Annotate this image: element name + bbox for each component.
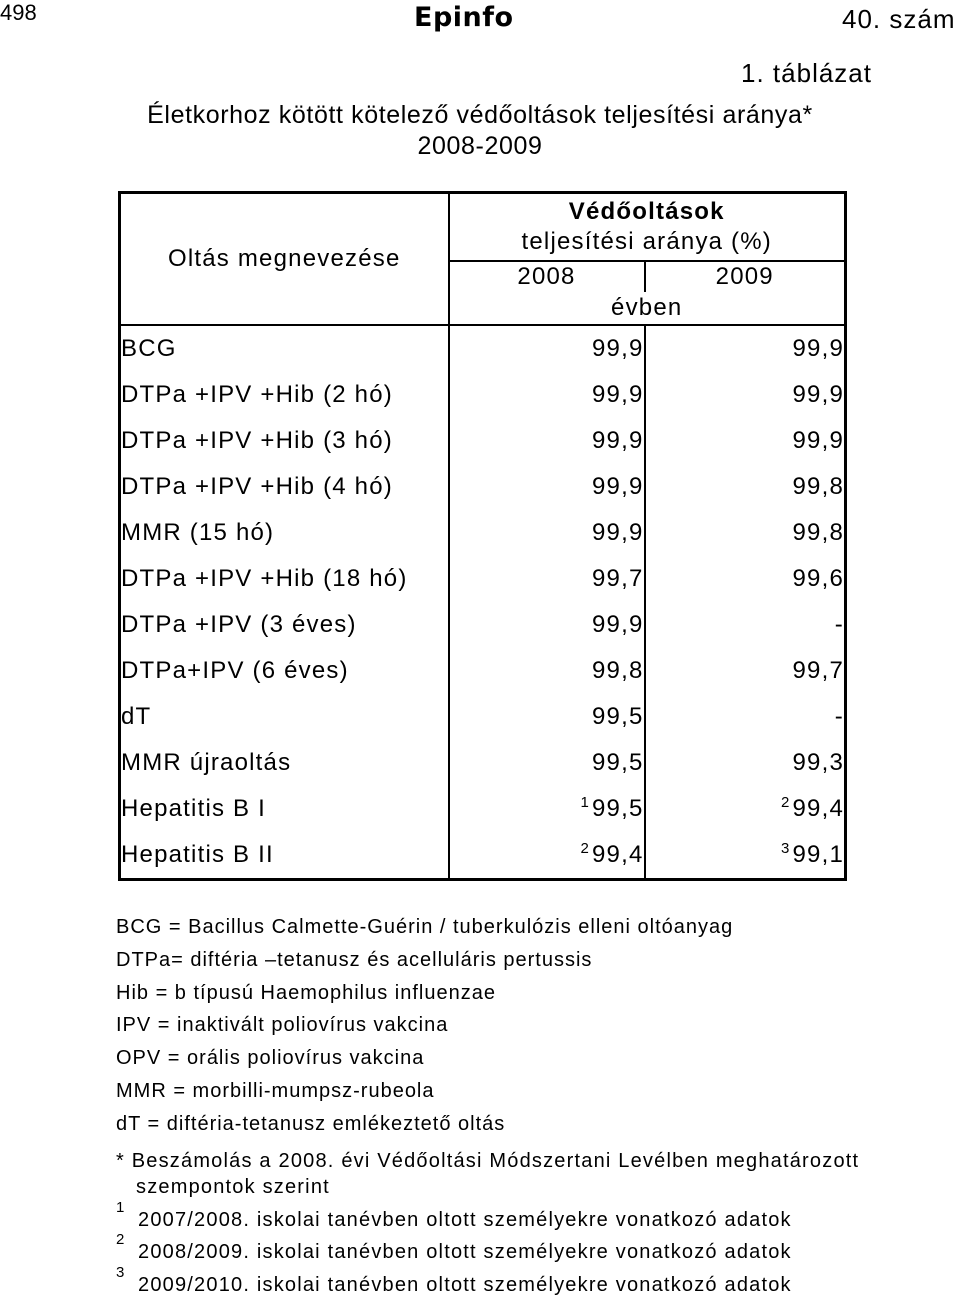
rate-2009-cell (645, 464, 846, 510)
vaccine-name-cell: MMR (15 hó) (120, 510, 449, 556)
rate-value: 99,8 (792, 519, 844, 546)
column-header-2009: 2009 (645, 261, 846, 292)
rate-2008-cell (449, 510, 645, 556)
table-row (120, 602, 846, 648)
rate-2009-cell (645, 556, 846, 602)
rate-2009-cell (645, 602, 846, 648)
vaccine-name-cell: DTPa +IPV +Hib (3 hó) (120, 418, 449, 464)
rate-2008-cell (449, 325, 645, 372)
footnote-reference: 2 (780, 794, 791, 811)
vaccine-name-cell: DTPa +IPV (3 éves) (120, 602, 449, 648)
table-row (120, 740, 846, 786)
table-row (120, 832, 846, 880)
rate-2008-cell (449, 464, 645, 510)
rate-value: 99,9 (792, 427, 844, 454)
rate-value: 99,5 (591, 749, 644, 776)
abbreviation-item: OPV = orális poliovírus vakcina (116, 1047, 425, 1070)
rate-value: 99,9 (591, 473, 644, 500)
vaccine-name-cell: MMR újraoltás (120, 740, 449, 786)
rate-2008-cell (449, 556, 645, 602)
rate-2008-cell (449, 786, 645, 832)
vaccination-table (118, 191, 847, 881)
table-row (120, 372, 846, 418)
table-row (120, 418, 846, 464)
rate-value: 99,6 (792, 565, 844, 592)
column-header-vaccine-name: Oltás megnevezése (120, 193, 449, 326)
column-header-year-suffix: évben (449, 292, 846, 325)
rate-value: 99,8 (591, 657, 644, 684)
table-row (120, 648, 846, 694)
table-number: 1. táblázat (741, 58, 872, 88)
abbreviation-item: Hib = b típusú Haemophilus influenzae (116, 981, 496, 1004)
footnote-mark: 1 (116, 1199, 126, 1216)
rate-value: 99,9 (591, 427, 644, 454)
column-header-2008: 2008 (449, 261, 645, 292)
rate-2008-cell (449, 740, 645, 786)
group-header-line1: Védőoltások (568, 198, 725, 225)
table-title-years: 2008-2009 (417, 132, 543, 160)
rate-2009-cell (645, 418, 846, 464)
footnote-text: 2007/2008. iskolai tanévben oltott személyekre vonatkozó adatok (138, 1209, 792, 1231)
abbreviation-item: BCG = Bacillus Calmette-Guérin / tuberkulózis elleni oltóanyag (116, 916, 734, 938)
rate-value: 99,9 (792, 335, 844, 362)
page-number: 498 (0, 0, 37, 25)
rate-value: 99,5 (591, 795, 644, 822)
rate-value: 99,1 (792, 841, 844, 868)
rate-2009-cell (645, 372, 846, 418)
rate-2009-cell (645, 325, 846, 372)
footnote-mark: 3 (116, 1264, 126, 1281)
rate-2008-cell (449, 648, 645, 694)
rate-2008-cell (449, 418, 645, 464)
asterisk-note-continued: szempontok szerint (136, 1176, 330, 1198)
vaccine-name-cell: dT (120, 694, 449, 740)
abbreviation-item: dT = diftéria-tetanusz emlékeztető oltás (116, 1112, 506, 1135)
table-row (120, 325, 846, 372)
abbreviation-list (116, 916, 733, 1146)
footnote-reference: 1 (580, 794, 590, 811)
rate-value: 99,3 (792, 749, 844, 776)
vaccine-name-cell: Hepatitis B II (120, 832, 449, 880)
rate-2008-cell (449, 832, 645, 880)
rate-value: 99,9 (591, 335, 644, 362)
rate-value: 99,9 (792, 381, 844, 408)
footnote-reference: 2 (580, 840, 590, 857)
rate-2008-cell (449, 602, 645, 648)
rate-2009-cell (645, 510, 846, 556)
group-header-line2: teljesítési aránya (%) (521, 228, 772, 255)
rate-value: 99,9 (591, 519, 644, 546)
vaccine-name-cell: BCG (120, 325, 449, 372)
table-row (120, 510, 846, 556)
rate-value: 99,5 (591, 703, 644, 730)
table-row (120, 786, 846, 832)
epinfo-logo: Epinfo (414, 2, 514, 33)
rate-value: 99,4 (591, 841, 644, 868)
abbreviation-item: MMR = morbilli-mumpsz-rubeola (116, 1079, 435, 1102)
abbreviation-item: IPV = inaktivált poliovírus vakcina (116, 1014, 449, 1037)
abbreviation-item: DTPa= diftéria –tetanusz és acelluláris pertussis (116, 948, 593, 971)
footnote-text: 2008/2009. iskolai tanévben oltott személyekre vonatkozó adatok (138, 1241, 792, 1263)
rate-2009-cell (645, 694, 846, 740)
rate-2009-cell (645, 832, 846, 880)
rate-2008-cell (449, 694, 645, 740)
asterisk-note: * Beszámolás a 2008. évi Védőoltási Módszertani Levélben meghatározott (116, 1150, 860, 1172)
vaccine-name-cell: DTPa +IPV +Hib (2 hó) (120, 372, 449, 418)
table-row (120, 464, 846, 510)
footnote-text: 2009/2010. iskolai tanévben oltott személyekre vonatkozó adatok (138, 1274, 792, 1296)
table-row (120, 694, 846, 740)
rate-value: 99,9 (591, 381, 644, 408)
vaccine-name-cell: DTPa+IPV (6 éves) (120, 648, 449, 694)
issue-number: 40. szám (842, 4, 956, 34)
footnote-reference: 3 (780, 840, 791, 857)
rate-value: 99,4 (792, 795, 844, 822)
vaccine-name-cell: DTPa +IPV +Hib (18 hó) (120, 556, 449, 602)
column-group-header (449, 193, 846, 262)
rate-2008-cell (449, 372, 645, 418)
footnote-mark: 2 (116, 1231, 126, 1248)
rate-2009-cell (645, 786, 846, 832)
table-row (120, 556, 846, 602)
rate-value: 99,7 (792, 657, 844, 684)
rate-2009-cell (645, 648, 846, 694)
rate-value: - (834, 611, 844, 638)
rate-value: 99,8 (792, 473, 844, 500)
vaccine-name-cell: DTPa +IPV +Hib (4 hó) (120, 464, 449, 510)
rate-value: - (834, 703, 844, 730)
table-title: Életkorhoz kötött kötelező védőoltások teljesítési aránya* (147, 101, 813, 129)
rate-value: 99,7 (591, 565, 644, 592)
rate-2009-cell (645, 740, 846, 786)
vaccine-name-cell: Hepatitis B I (120, 786, 449, 832)
rate-value: 99,9 (591, 611, 644, 638)
